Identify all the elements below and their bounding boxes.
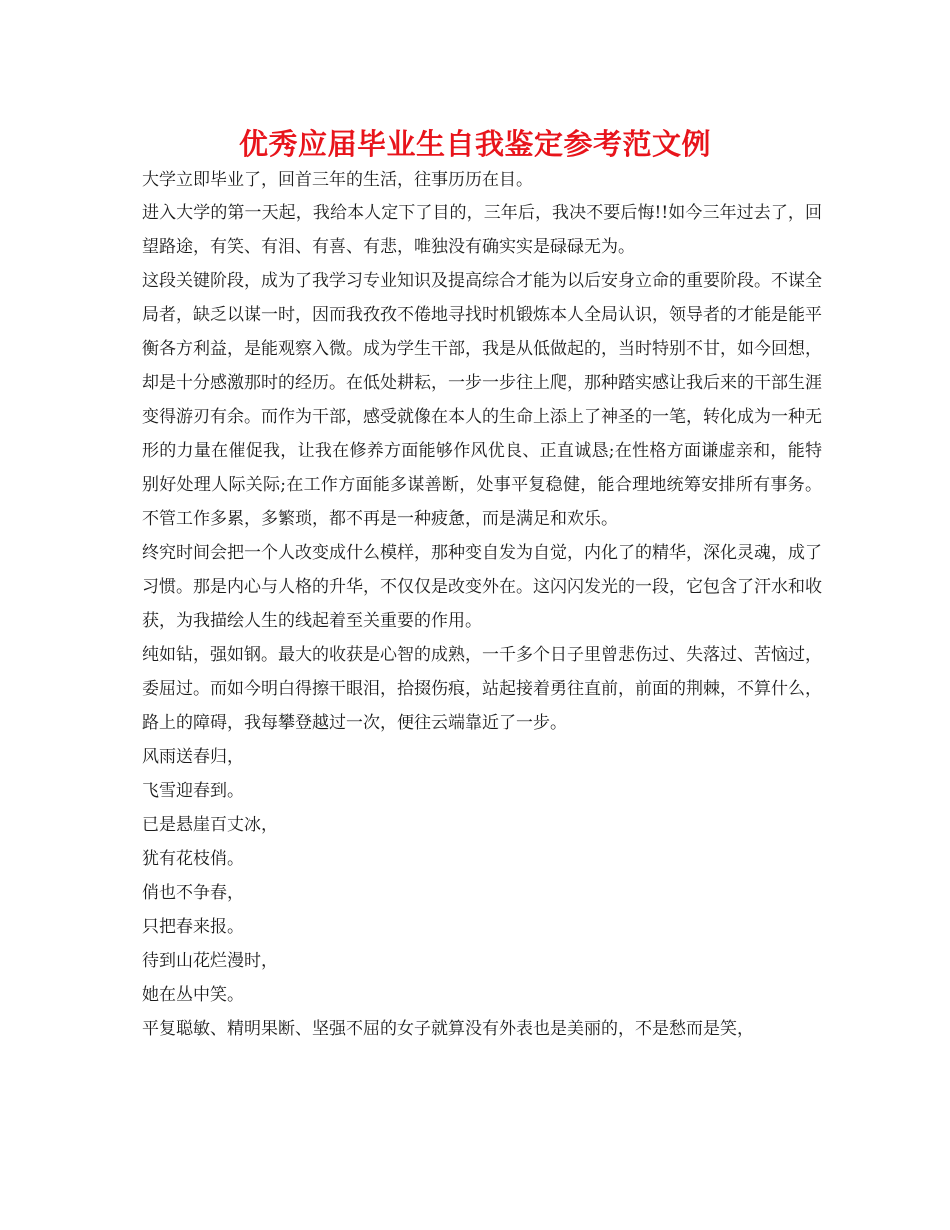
poem-line: 犹有花枝俏。: [142, 849, 244, 869]
poem-line: 俏也不争春，: [142, 883, 244, 903]
paragraph-cadre-experience: 这段关键阶段，成为了我学习专业知识及提高综合才能为以后安身立命的重要阶段。不谋全局者，缺乏以谋一时，因而我孜孜不倦地寻找时机锻炼本人全局认识，领导者的才能是能平衡各方利益，是能观察入微。成为学生干部，我是从低做起的，当时特别不甘，如今回想，却是十分感激那时的经历。在低处耕耘，一步一步往上爬，那种踏实感让我后来的干部生涯变得游刃有余。而作为干部，感受就像在本人的生命上添上了神圣的一笔，转化成为一种无形的力量在催促我，让我在修养方面能够作风优良、正直诚恳;在性格方面谦虚亲和，能特别好处理人际关际;在工作方面能多谋善断，处事平复稳健，能合理地统筹安排所有事务。不管工作多累，多繁琐，都不再是一种疲惫，而是满足和欢乐。: [142, 271, 822, 529]
paragraph-goal: 进入大学的第一天起，我给本人定下了目的，三年后，我决不要后悔!!如今三年过去了，回望路途，有笑、有泪、有喜、有悲，唯独没有确实实是碌碌无为。: [142, 203, 822, 257]
paragraph-closing: 平复聪敏、精明果断、坚强不屈的女子就算没有外表也是美丽的，不是愁而是笑，: [142, 1019, 754, 1039]
paragraph-habit: 终究时间会把一个人改变成什么模样，那种变自发为自觉，内化了的精华，深化灵魂，成了习惯。那是内心与人格的升华，不仅仅是改变外在。这闪闪发光的一段，它包含了汗水和收获，为我描绘人生的线起着至关重要的作用。: [142, 543, 822, 631]
poem-line: 只把春来报。: [142, 917, 244, 937]
document-title: 优秀应届毕业生自我鉴定参考范文例: [238, 127, 711, 161]
document-body: [142, 164, 822, 1046]
poem-line: 风雨送春归，: [142, 747, 244, 767]
poem-line: 她在丛中笑。: [142, 985, 244, 1005]
paragraph-growth: 纯如钻，强如钢。最大的收获是心智的成熟，一千多个日子里曾悲伤过、失落过、苦恼过，委屈过。而如今明白得擦干眼泪，拾掇伤痕，站起接着勇往直前，前面的荆棘，不算什么，路上的障碍，我每攀登越过一次，便往云端靠近了一步。: [142, 645, 822, 733]
poem-line: 飞雪迎春到。: [142, 781, 244, 801]
poem-line: 已是悬崖百丈冰，: [142, 815, 278, 835]
paragraph-intro: 大学立即毕业了，回首三年的生活，往事历历在目。: [142, 170, 533, 190]
poem-line: 待到山花烂漫时，: [142, 951, 278, 971]
